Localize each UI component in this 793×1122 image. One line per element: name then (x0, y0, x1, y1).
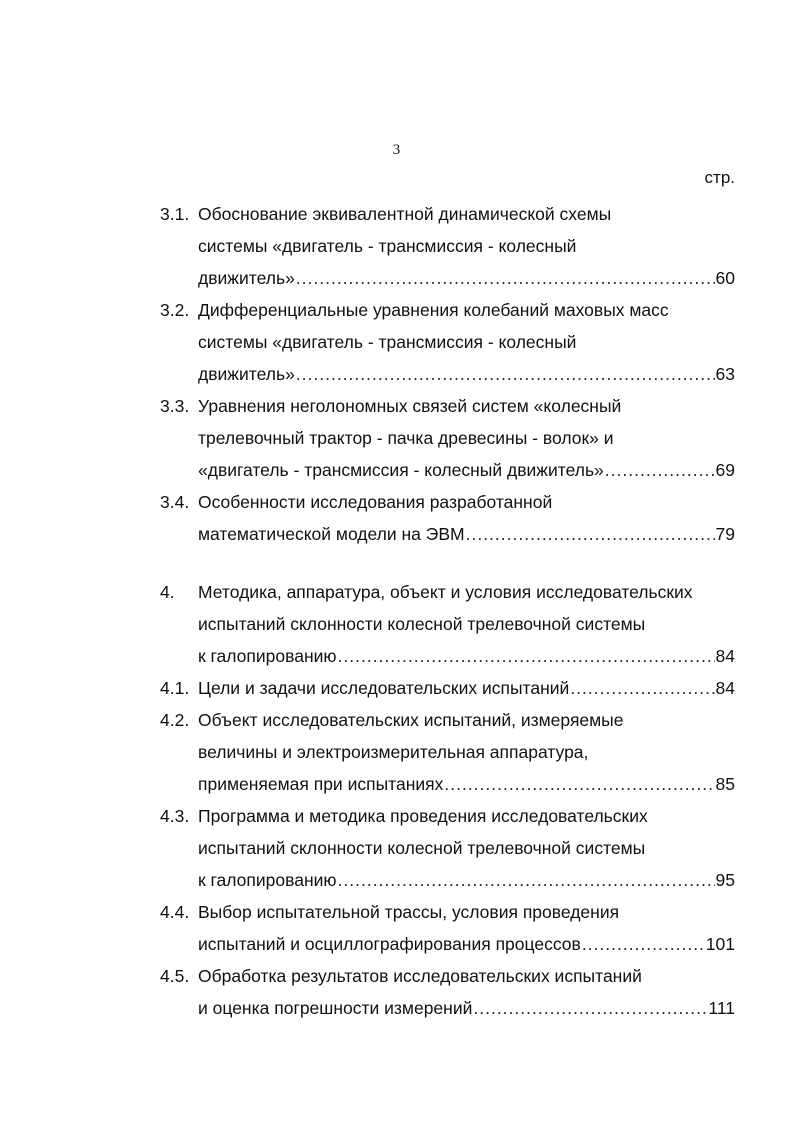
toc-page-number: 95 (715, 870, 735, 890)
toc-entry (160, 294, 735, 390)
toc-entry-final-line (198, 864, 735, 896)
dot-leader (582, 928, 705, 960)
toc-line (160, 422, 735, 454)
toc-entry-text: Цели и задачи исследовательских испытаний (198, 678, 570, 698)
toc-entry (160, 672, 735, 704)
toc-entry (160, 704, 735, 800)
dot-leader (466, 518, 715, 550)
dot-leader (473, 992, 707, 1024)
toc-line (160, 358, 735, 390)
toc-line (160, 576, 735, 608)
toc-line (160, 960, 735, 992)
toc-entry-final-line (198, 640, 735, 672)
toc-entry (160, 390, 735, 486)
toc-line (160, 896, 735, 928)
page-number: 3 (392, 142, 401, 158)
toc-page-number: 111 (708, 998, 735, 1018)
toc-line (160, 768, 735, 800)
toc-entry-text: Объект исследовательских испытаний, измеряемые (198, 710, 624, 730)
toc-line (160, 454, 735, 486)
toc-page-number: 84 (715, 678, 735, 698)
toc-page-number: 60 (715, 268, 735, 288)
toc-entry-number: 4.4. (160, 902, 190, 922)
toc-entry-text: Выбор испытательной трассы, условия проведения (198, 902, 620, 922)
toc-page-number: 85 (715, 774, 735, 794)
toc-entry-text: испытаний склонности колесной трелевочной системы (198, 614, 646, 634)
toc-entry-number: 3.1. (160, 204, 190, 224)
toc-entry (160, 800, 735, 896)
toc-entry-final-line (198, 768, 735, 800)
toc-line (160, 326, 735, 358)
toc-entry-final-line (198, 454, 735, 486)
toc-line (160, 230, 735, 262)
toc-entry-final-line (198, 518, 735, 550)
toc-line (160, 294, 735, 326)
toc-line (160, 672, 735, 704)
toc-page-number: 63 (715, 364, 735, 384)
toc-entry-final-line (198, 672, 735, 704)
toc-entry-number: 4.2. (160, 710, 190, 730)
toc-entry (160, 576, 735, 672)
dot-leader (296, 358, 715, 390)
toc-line (160, 198, 735, 230)
toc-entry-final-line (198, 928, 735, 960)
toc-entry-text: применяемая при испытаниях (198, 774, 444, 794)
dot-leader (444, 768, 714, 800)
toc-entry-number: 3.3. (160, 396, 190, 416)
toc-entry-text: движитель» (198, 364, 295, 384)
toc-entry-text: Обработка результатов исследовательских испытаний (198, 966, 642, 986)
toc-line (160, 608, 735, 640)
toc-line (160, 928, 735, 960)
toc-entry-text: «двигатель - трансмиссия - колесный движитель» (198, 460, 604, 480)
toc-line (160, 262, 735, 294)
toc-entry-number: 3.2. (160, 300, 190, 320)
toc-line (160, 800, 735, 832)
toc-entry (160, 960, 735, 1024)
dot-leader (605, 454, 715, 486)
dot-leader (338, 640, 715, 672)
toc-entry-text: к галопированию (198, 646, 337, 666)
toc-entry-text: математической модели на ЭВМ (198, 524, 465, 544)
toc-page-number: 79 (715, 524, 735, 544)
toc-entry-text: Уравнения неголономных связей систем «колесный (198, 396, 622, 416)
toc-entry-text: Дифференциальные уравнения колебаний маховых масс (198, 300, 669, 320)
toc-line (160, 864, 735, 896)
toc-entry (160, 198, 735, 294)
toc-line (160, 736, 735, 768)
toc-page-number: 84 (715, 646, 735, 666)
dot-leader (296, 262, 715, 294)
toc-line (160, 640, 735, 672)
toc-entry-text: системы «двигатель - трансмиссия - колесный (198, 236, 577, 256)
toc-line (160, 486, 735, 518)
toc-entry-number: 4.1. (160, 678, 190, 698)
toc-entry-text: Обоснование эквивалентной динамической схемы (198, 204, 612, 224)
toc-entry-final-line (198, 358, 735, 390)
toc-entry-number: 4.5. (160, 966, 190, 986)
toc-entry-final-line (198, 262, 735, 294)
toc-entry-text: Методика, аппаратура, объект и условия исследовательских (198, 582, 693, 602)
toc-entry-text: и оценка погрешности измерений (198, 998, 473, 1018)
toc-page-number: 69 (715, 460, 735, 480)
page-column-label: стр. (704, 168, 735, 187)
toc-entry-number: 4. (160, 582, 175, 602)
toc-entry-text: испытаний склонности колесной трелевочной системы (198, 838, 646, 858)
toc-line (160, 992, 735, 1024)
toc-entry-text: Особенности исследования разработанной (198, 492, 553, 512)
toc-line (160, 704, 735, 736)
toc-entry-final-line (198, 992, 735, 1024)
toc-page-number: 101 (705, 934, 735, 954)
toc-line (160, 390, 735, 422)
toc-line (160, 832, 735, 864)
toc-entry-text: Программа и методика проведения исследовательских (198, 806, 648, 826)
toc-line (160, 518, 735, 550)
toc-entry-text: движитель» (198, 268, 295, 288)
toc-entry-number: 3.4. (160, 492, 190, 512)
toc-entry (160, 896, 735, 960)
dot-leader (338, 864, 715, 896)
toc-entry-number: 4.3. (160, 806, 190, 826)
toc-entry-text: к галопированию (198, 870, 337, 890)
table-of-contents (160, 198, 735, 1024)
toc-entry-text: системы «двигатель - трансмиссия - колесный (198, 332, 577, 352)
toc-entry (160, 486, 735, 550)
dot-leader (570, 672, 714, 704)
toc-entry-text: трелевочный трактор - пачка древесины - волок» и (198, 428, 614, 448)
toc-entry-text: величины и электроизмерительная аппаратура, (198, 742, 589, 762)
toc-entry-text: испытаний и осциллографирования процессов (198, 934, 581, 954)
